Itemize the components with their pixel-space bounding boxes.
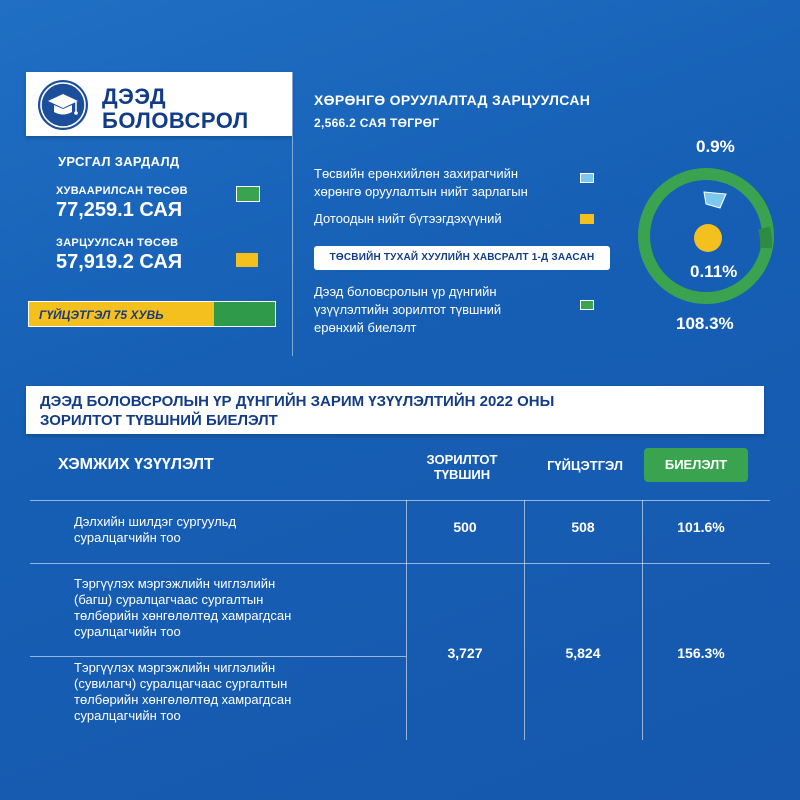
row-3-line-1: Тэргүүлэх мэргэжлийн чиглэлийн — [74, 660, 276, 675]
section-title-line-2: ЗОРИЛТОТ ТҮВШНИЙ БИЕЛЭЛТ — [40, 412, 278, 429]
header-completion: БИЕЛЭЛТ — [644, 448, 748, 482]
pct-mid: 0.11% — [690, 262, 738, 281]
header-target — [408, 452, 516, 482]
current-expense-heading: УРСГАЛ ЗАРДАЛД — [58, 154, 180, 169]
row-2-line-1: Тэргүүлэх мэргэжлийн чиглэлийн — [74, 576, 276, 591]
pct-bottom: 108.3% — [676, 314, 734, 333]
spent-label: ЗАРЦУУЛСАН ТӨСӨВ — [56, 237, 179, 249]
section-title — [40, 392, 740, 430]
legend-item-3-line-1: Дээд боловсролын үр дүнгийн — [314, 284, 497, 299]
progress-label: ГҮЙЦЭТГЭЛ 75 ХУВЬ — [39, 308, 164, 322]
merged-completion: 156.3% — [677, 645, 725, 661]
legend-item-1-line-2: хөрөнгө оруулалтын нийт зарлагын — [314, 184, 528, 199]
legend-item-1-line-1: Төсвийн ерөнхийлөн захирагчийн — [314, 166, 519, 181]
header-target-line-2: ТҮВШИН — [433, 467, 491, 482]
legend-item-2: Дотоодын нийт бүтээгдэхүүний — [314, 211, 502, 226]
allocated-value: 77,259.1 САЯ — [56, 199, 183, 221]
row-1-actual: 508 — [571, 519, 595, 535]
donut-slice — [704, 192, 726, 208]
investment-donut — [636, 156, 780, 316]
legend-swatch-1 — [580, 173, 594, 183]
header-actual: ГҮЙЦЭТГЭЛ — [547, 458, 623, 473]
row-1-line-1: Дэлхийн шилдэг сургуульд — [74, 514, 237, 529]
legend-item-3-line-3: ерөнхий биелэлт — [314, 320, 417, 335]
donut-dot — [694, 224, 722, 252]
row-2-line-2: (багш) суралцагчаас сургалтын — [74, 592, 264, 607]
table-rule-top — [30, 500, 770, 501]
merged-actual: 5,824 — [565, 645, 601, 661]
allocated-swatch — [236, 186, 260, 202]
row-1-line-2: суралцагчийн тоо — [74, 530, 181, 545]
row-2-line-3: төлбөрийн хөнгөлөлтөд хамрагдсан — [74, 608, 292, 623]
row-2-line-4: суралцагчийн тоо — [74, 624, 181, 639]
investment-amount: 2,566.2 САЯ ТӨГРӨГ — [314, 116, 440, 130]
investment-heading: ХӨРӨНГӨ ОРУУЛАЛТАД ЗАРЦУУЛСАН — [314, 92, 591, 108]
table-row-2-indicator — [74, 576, 291, 640]
law-annex-pill: ТӨСВИЙН ТУХАЙ ХУУЛИЙН ХАВСРАЛТ 1-Д ЗААСАН — [314, 246, 610, 270]
row-3-line-4: суралцагчийн тоо — [74, 708, 181, 723]
table-rule-2 — [30, 656, 406, 657]
header-target-line-1: ЗОРИЛТОТ — [426, 452, 498, 467]
table-row-3-indicator — [74, 660, 291, 724]
row-3-line-2: (сувилагч) суралцагчаас сургалтын — [74, 676, 288, 691]
legend-item-1 — [314, 165, 528, 201]
spent-value: 57,919.2 САЯ — [56, 251, 183, 273]
divider — [292, 72, 293, 356]
table-col-divider-3 — [642, 500, 643, 740]
row-1-completion: 101.6% — [677, 519, 725, 535]
legend-item-3-line-2: үзүүлэлтийн зорилтот түвшний — [314, 302, 502, 317]
section-title-line-1: ДЭЭД БОЛОВСРОЛЫН ҮР ДҮНГИЙН ЗАРИМ ҮЗҮҮЛЭЛТИЙН 2022 ОНЫ — [40, 393, 555, 410]
title-line-2: БОЛОВСРОЛ — [102, 108, 249, 133]
progress-bar — [28, 301, 276, 327]
header-indicator: ХЭМЖИХ ҮЗҮҮЛЭЛТ — [58, 456, 214, 473]
allocated-label: ХУВААРИЛСАН ТӨСӨВ — [56, 185, 188, 197]
graduation-cap-icon — [38, 80, 88, 130]
legend-item-3 — [314, 283, 501, 337]
legend-swatch-3 — [580, 300, 594, 310]
table-rule-1 — [30, 563, 770, 564]
pct-top: 0.9% — [696, 137, 735, 156]
spent-swatch — [236, 253, 258, 267]
title-line-1: ДЭЭД — [102, 84, 167, 109]
merged-target: 3,727 — [447, 645, 483, 661]
table-col-divider-1 — [406, 500, 407, 740]
row-1-target: 500 — [453, 519, 477, 535]
table-row-1-indicator — [74, 514, 236, 546]
donut-ring-segment — [764, 228, 766, 248]
table-col-divider-2 — [524, 500, 525, 740]
page-title — [102, 85, 249, 133]
legend-swatch-2 — [580, 214, 594, 224]
row-3-line-3: төлбөрийн хөнгөлөлтөд хамрагдсан — [74, 692, 292, 707]
